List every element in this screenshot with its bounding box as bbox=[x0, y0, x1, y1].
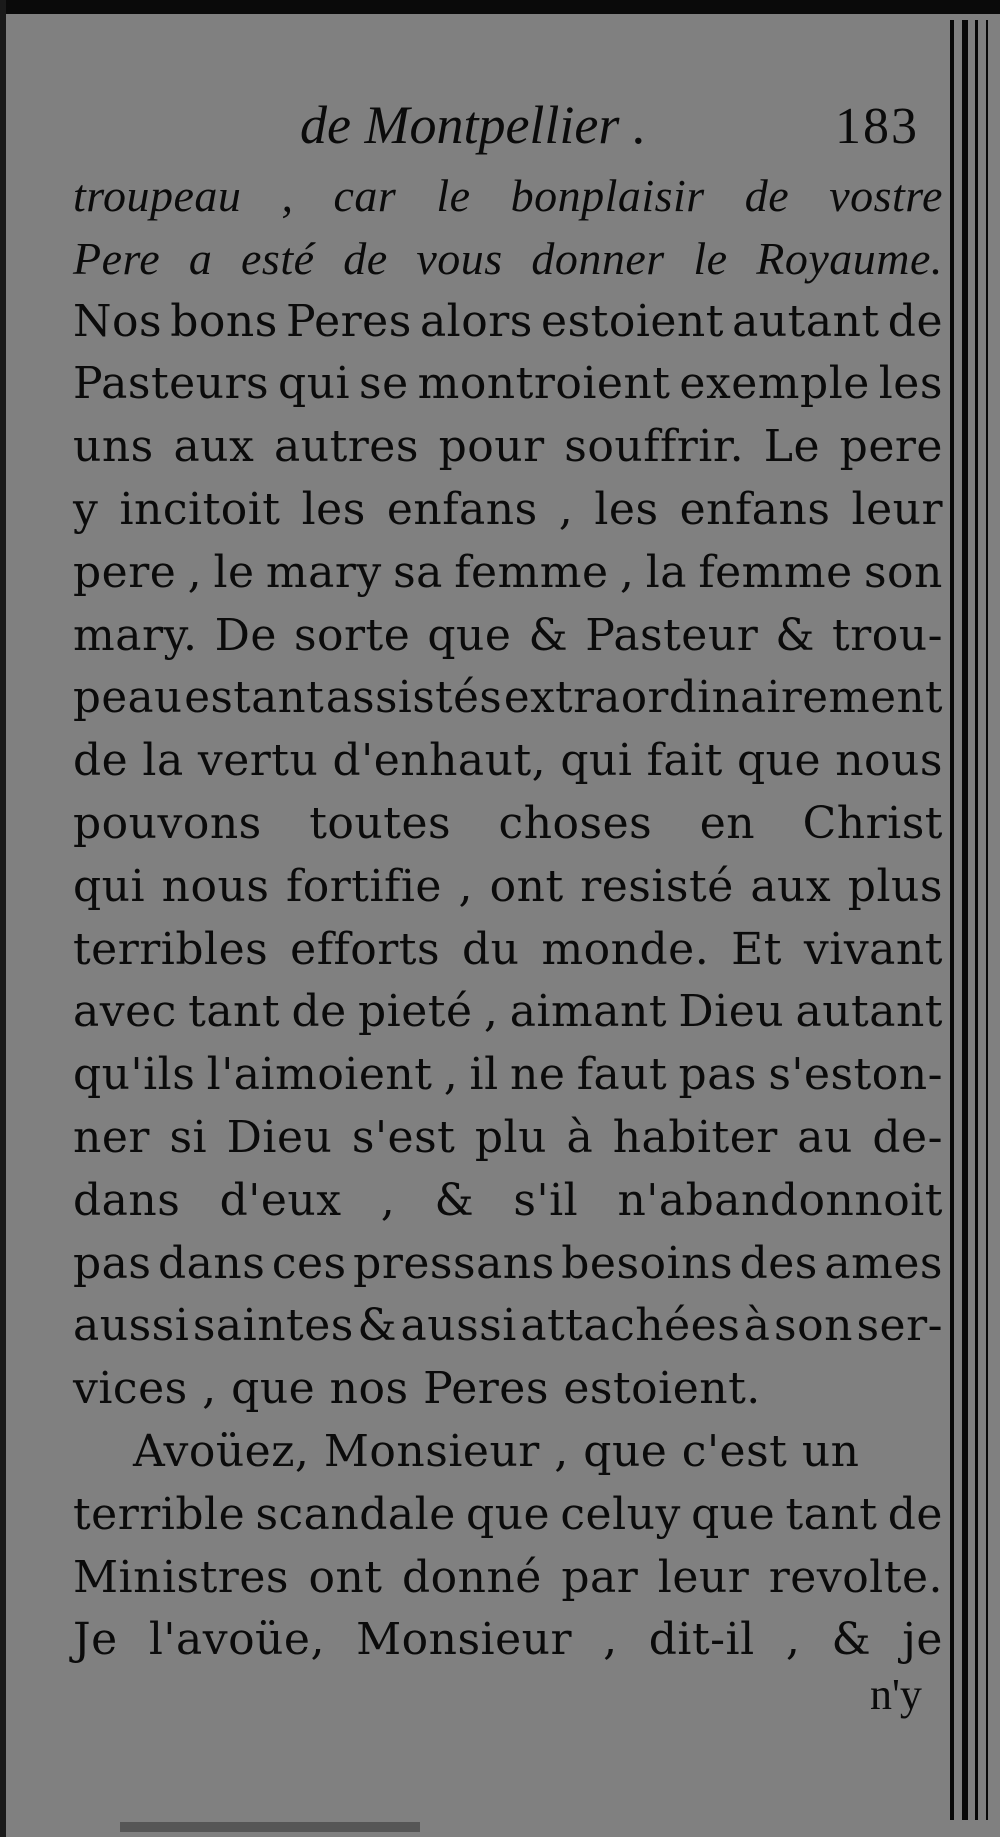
word: je bbox=[902, 1614, 943, 1666]
word: leur bbox=[657, 1551, 750, 1603]
word: d'enhaut, bbox=[332, 735, 547, 787]
word: qu'ils bbox=[73, 1049, 196, 1101]
word: la bbox=[142, 735, 184, 787]
text-line bbox=[73, 353, 943, 416]
text-line bbox=[73, 730, 943, 793]
text-line bbox=[73, 291, 943, 354]
word: ont bbox=[308, 1551, 383, 1603]
word: plus bbox=[847, 860, 943, 912]
word: tant bbox=[785, 1488, 878, 1540]
word: aux bbox=[750, 860, 832, 912]
word: de bbox=[73, 735, 129, 787]
word: qui bbox=[278, 358, 351, 410]
word: qui bbox=[73, 860, 146, 912]
word: l'avoüe, bbox=[148, 1614, 325, 1666]
word: la bbox=[645, 546, 687, 598]
text-line bbox=[73, 165, 943, 228]
word: ames bbox=[824, 1237, 943, 1289]
word: son bbox=[863, 546, 943, 598]
word: , bbox=[603, 1614, 618, 1666]
word: pieté bbox=[358, 986, 473, 1038]
word: Pasteur bbox=[585, 609, 759, 661]
word: de bbox=[887, 295, 943, 347]
word: de bbox=[343, 232, 388, 284]
word: Dieu bbox=[678, 986, 785, 1038]
word: estant bbox=[184, 673, 325, 724]
word: & bbox=[775, 609, 815, 661]
word: esté bbox=[241, 232, 315, 284]
word: sorte bbox=[293, 609, 411, 661]
word: Je bbox=[73, 1614, 118, 1666]
word: , bbox=[443, 1049, 459, 1101]
word: Nos bbox=[73, 295, 163, 347]
text-line bbox=[73, 228, 943, 291]
word: ner bbox=[73, 1111, 150, 1163]
word: de- bbox=[872, 1111, 943, 1163]
body-text bbox=[73, 165, 943, 1672]
word: Ministres bbox=[73, 1551, 289, 1603]
word: si bbox=[169, 1111, 208, 1163]
text-line bbox=[73, 416, 943, 479]
text-line bbox=[73, 1044, 943, 1107]
text-line: Avoüez, Monsieur , que c'est un bbox=[133, 1425, 860, 1477]
word: son bbox=[774, 1300, 853, 1352]
word: à bbox=[743, 1300, 771, 1352]
word: ne bbox=[510, 1049, 566, 1101]
word: de bbox=[744, 170, 790, 221]
word: par bbox=[561, 1551, 639, 1603]
word: estoient bbox=[541, 295, 724, 347]
word: au bbox=[797, 1111, 853, 1163]
text-line bbox=[73, 605, 943, 668]
word: celuy bbox=[560, 1488, 681, 1540]
text-line bbox=[73, 919, 943, 982]
text-line bbox=[73, 793, 943, 856]
word: plu bbox=[474, 1111, 547, 1163]
word: sa bbox=[393, 546, 443, 598]
word: Pere bbox=[73, 232, 161, 284]
word: autres bbox=[274, 421, 419, 473]
word: pour bbox=[438, 421, 545, 473]
word: , bbox=[380, 1174, 396, 1226]
word: nous bbox=[835, 735, 943, 787]
word: le bbox=[436, 170, 471, 221]
page-header bbox=[0, 95, 960, 165]
text-line bbox=[73, 1170, 943, 1233]
word: Pasteurs bbox=[73, 358, 270, 410]
word: Le bbox=[763, 421, 820, 473]
word: , bbox=[483, 986, 499, 1038]
word: alors bbox=[419, 295, 533, 347]
word: du bbox=[462, 923, 520, 975]
word: aimant bbox=[509, 986, 668, 1038]
word: nous bbox=[161, 860, 270, 912]
scan-smudge bbox=[120, 1822, 420, 1832]
word: , bbox=[187, 546, 203, 598]
scan-border-left bbox=[0, 0, 6, 1837]
word: aussi bbox=[400, 1300, 517, 1352]
word: les bbox=[594, 483, 659, 535]
word: efforts bbox=[290, 923, 441, 975]
word: Peres bbox=[285, 295, 412, 347]
word: donné bbox=[401, 1551, 542, 1603]
text-line bbox=[73, 667, 943, 730]
word: se bbox=[359, 358, 409, 410]
word: de bbox=[887, 1488, 943, 1540]
word: vivant bbox=[803, 923, 943, 975]
word: aux bbox=[173, 421, 255, 473]
word: pere bbox=[839, 421, 943, 473]
word: en bbox=[699, 797, 756, 849]
word: attachées bbox=[520, 1300, 741, 1352]
word: autant bbox=[732, 295, 880, 347]
word: dans bbox=[73, 1174, 181, 1226]
word: il bbox=[469, 1049, 499, 1101]
word: exemple bbox=[679, 358, 870, 410]
word: les bbox=[878, 358, 943, 410]
word: a bbox=[188, 232, 213, 284]
word: femme bbox=[454, 546, 609, 598]
word: le bbox=[693, 232, 728, 284]
word: terribles bbox=[73, 923, 269, 975]
word: aussi bbox=[73, 1300, 190, 1352]
word: ont bbox=[489, 860, 564, 912]
word: & bbox=[528, 609, 569, 661]
word: mary. bbox=[73, 609, 198, 661]
word: habiter bbox=[612, 1111, 778, 1163]
word: l'aimoient bbox=[206, 1049, 433, 1101]
text-line bbox=[73, 1547, 943, 1610]
word: assistés bbox=[325, 673, 503, 724]
word: de bbox=[291, 986, 347, 1038]
word: s'est bbox=[351, 1111, 456, 1163]
word: s'eston- bbox=[768, 1049, 943, 1101]
word: car bbox=[333, 170, 397, 221]
word: femme bbox=[698, 546, 853, 598]
word: resisté bbox=[580, 860, 734, 912]
word: fait bbox=[646, 735, 723, 787]
word: Royaume. bbox=[756, 232, 943, 284]
word: autant bbox=[795, 986, 943, 1038]
word: pas bbox=[73, 1237, 152, 1289]
word: bonplaisir bbox=[510, 170, 705, 221]
word: peau bbox=[73, 673, 183, 724]
word: monde. bbox=[541, 923, 710, 975]
word: que bbox=[466, 1488, 551, 1540]
word: De bbox=[214, 609, 277, 661]
word: qui bbox=[560, 735, 633, 787]
word: bons bbox=[170, 295, 278, 347]
catchword: n'y bbox=[870, 1670, 922, 1719]
word: vous bbox=[416, 232, 503, 284]
page-number: 183 bbox=[835, 98, 919, 155]
word: les bbox=[301, 483, 366, 535]
word: à bbox=[566, 1111, 594, 1163]
word: & bbox=[357, 1300, 398, 1352]
gutter-line bbox=[950, 20, 954, 1820]
word: que bbox=[737, 735, 822, 787]
word: que bbox=[691, 1488, 776, 1540]
word: , bbox=[619, 546, 635, 598]
word: que bbox=[427, 609, 512, 661]
text-line bbox=[73, 479, 943, 542]
word: vostre bbox=[829, 170, 943, 221]
word: besoins bbox=[561, 1237, 734, 1289]
word: enfans bbox=[679, 483, 831, 535]
word: vertu bbox=[197, 735, 319, 787]
word: pas bbox=[678, 1049, 758, 1101]
word: n'abandonnoit bbox=[617, 1174, 943, 1226]
running-title: de Montpellier . bbox=[300, 95, 647, 155]
word: choses bbox=[498, 797, 653, 849]
word: incitoit bbox=[119, 483, 281, 535]
word: pere bbox=[73, 546, 177, 598]
word: extraordinairement bbox=[503, 673, 943, 724]
word: fortifie bbox=[285, 860, 442, 912]
word: dit-il bbox=[648, 1614, 755, 1666]
word: revolte. bbox=[768, 1551, 943, 1603]
text-line bbox=[73, 1484, 943, 1547]
gutter-line bbox=[975, 20, 978, 1820]
word: , bbox=[558, 483, 574, 535]
word: & bbox=[434, 1174, 475, 1226]
word: dans bbox=[158, 1237, 266, 1289]
word: uns bbox=[73, 421, 154, 473]
text-line bbox=[73, 542, 943, 605]
word: tant bbox=[188, 986, 281, 1038]
word: , bbox=[458, 860, 474, 912]
word: pressans bbox=[353, 1237, 555, 1289]
word: trou- bbox=[832, 609, 943, 661]
word: & bbox=[831, 1614, 872, 1666]
word: s'il bbox=[513, 1174, 579, 1226]
gutter-line bbox=[986, 20, 988, 1820]
text-line bbox=[73, 1295, 943, 1358]
word: troupeau bbox=[73, 170, 242, 221]
word: terrible bbox=[73, 1488, 246, 1540]
word: y bbox=[73, 483, 99, 535]
word: avec bbox=[73, 986, 177, 1038]
word: Christ bbox=[802, 797, 943, 849]
word: d'eux bbox=[219, 1174, 342, 1226]
word: donner bbox=[531, 232, 665, 284]
word: saintes bbox=[192, 1300, 354, 1352]
word: ser- bbox=[856, 1300, 943, 1352]
word: , bbox=[281, 170, 294, 221]
word: faut bbox=[576, 1049, 668, 1101]
word: Monsieur bbox=[356, 1614, 573, 1666]
text-line bbox=[73, 981, 943, 1044]
word: Et bbox=[731, 923, 782, 975]
word: des bbox=[739, 1237, 818, 1289]
scan-border-top bbox=[0, 0, 1000, 14]
text-line bbox=[73, 856, 943, 919]
word: pouvons bbox=[73, 797, 262, 849]
word: scandale bbox=[255, 1488, 456, 1540]
text-line bbox=[73, 1233, 943, 1296]
text-line: vices , que nos Peres estoient. bbox=[73, 1363, 761, 1415]
text-line bbox=[73, 1107, 943, 1170]
word: ces bbox=[271, 1237, 347, 1289]
word: le bbox=[213, 546, 255, 598]
gutter-line bbox=[962, 20, 968, 1820]
word: toutes bbox=[309, 797, 452, 849]
word: , bbox=[785, 1614, 801, 1666]
word: montroient bbox=[417, 358, 671, 410]
word: souffrir. bbox=[564, 421, 745, 473]
text-line bbox=[73, 1609, 943, 1672]
word: leur bbox=[851, 483, 943, 535]
word: enfans bbox=[386, 483, 538, 535]
word: mary bbox=[265, 546, 382, 598]
word: Dieu bbox=[226, 1111, 333, 1163]
